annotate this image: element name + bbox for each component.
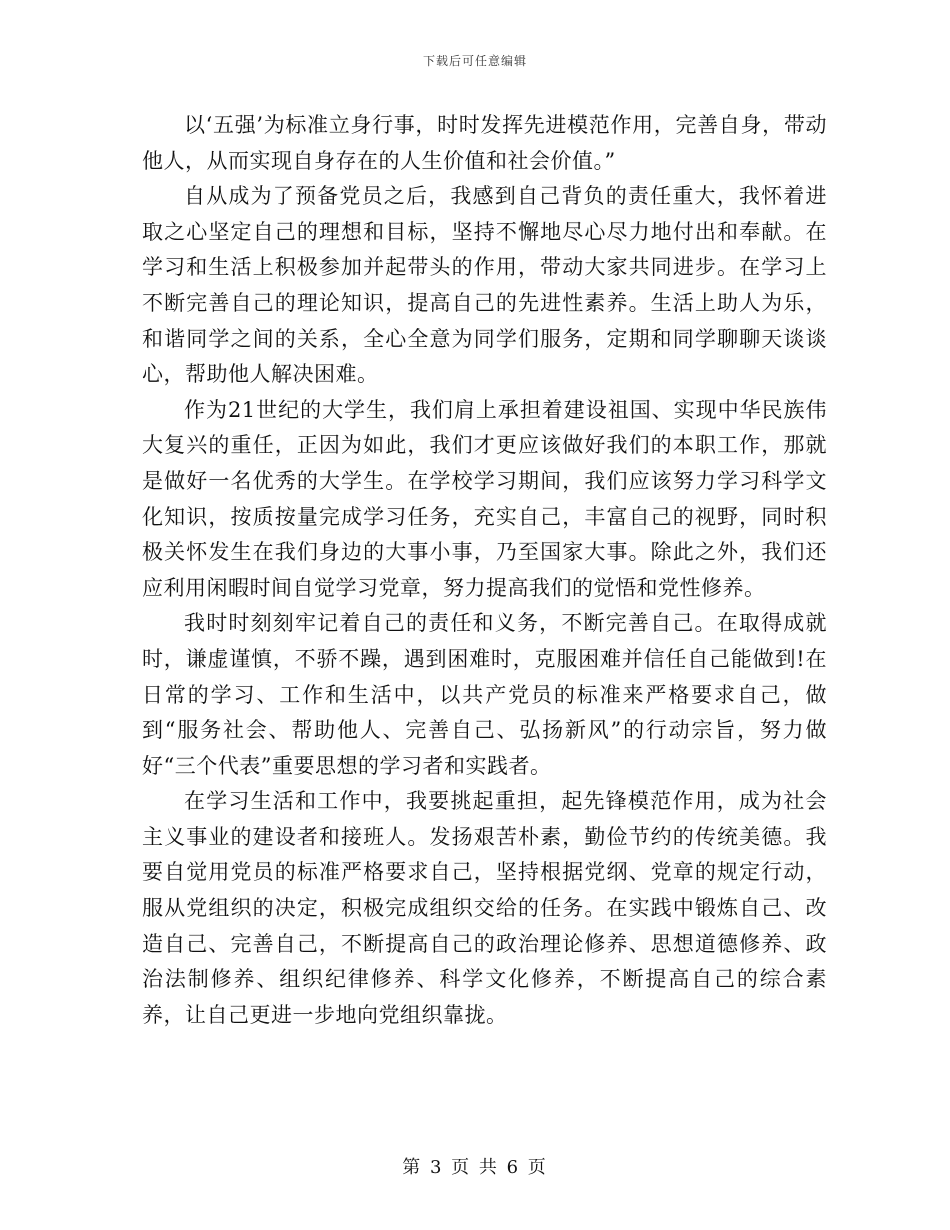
document-body — [142, 108, 827, 1033]
page-header: 下载后可任意编辑 — [422, 54, 527, 68]
paragraph-5: 在学习生活和工作中，我要挑起重担，起先锋模范作用，成为社会主义事业的建设者和接班人。发扬艰苦朴素，勤俭节约的传统美德。我要自觉用党员的标准严格要求自己，坚持根据党纲、党章的规定行动，服从党组织的决定，积极完成组织交给的任务。在实践中锻炼自己、改造自己、完善自己，不断提高自己的政治理论修养、思想道德修养、政治法制修养、组织纪律修养、科学文化修养，不断提高自己的综合素养，让自己更进一步地向党组织靠拢。 — [142, 789, 827, 1027]
paragraph-3: 作为21世纪的大学生，我们肩上承担着建设祖国、实现中华民族伟大复兴的重任，正因为如此，我们才更应该做好我们的本职工作，那就是做好一名优秀的大学生。在学校学习期间，我们应该努力学习科学文化知识，按质按量完成学习任务，充实自己，丰富自己的视野，同时积极关怀发生在我们身边的大事小事，乃至国家大事。除此之外，我们还应利用闲暇时间自觉学习党章，努力提高我们的觉悟和党性修养。 — [142, 397, 827, 600]
paragraph-4: 我时时刻刻牢记着自己的责任和义务，不断完善自己。在取得成就时，谦虚谨慎，不骄不躁，遇到困难时，克服困难并信任自己能做到!在日常的学习、工作和生活中，以共产党员的标准来严格要求自己，做到“服务社会、帮助他人、完善自己、弘扬新风”的行动宗旨，努力做好“三个代表”重要思想的学习者和实践者。 — [142, 611, 827, 778]
page-number-footer: 第 3 页 共 6 页 — [402, 1157, 548, 1178]
paragraph-1: 以‘五强’为标准立身行事，时时发挥先进模范作用，完善自身，带动他人，从而实现自身存在的人生价值和社会价值。” — [142, 113, 827, 173]
paragraph-2: 自从成为了预备党员之后，我感到自己背负的责任重大，我怀着进取之心坚定自己的理想和目标，坚持不懈地尽心尽力地付出和奉献。在学习和生活上积极参加并起带头的作用，带动大家共同进步。在学习上不断完善自己的理论知识，提高自己的先进性素养。生活上助人为乐，和谐同学之间的关系，全心全意为同学们服务，定期和同学聊聊天谈谈心，帮助他人解决困难。 — [142, 184, 827, 387]
